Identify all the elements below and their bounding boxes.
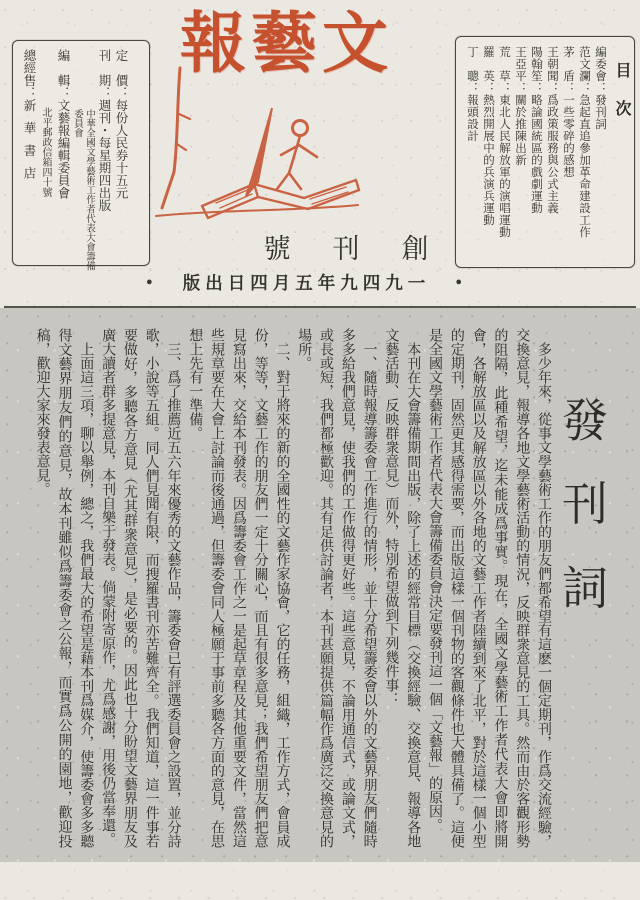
article-paragraph: 多少年來，從事文學藝術工作的朋友們都希望有這麽一個定期刊，作爲交流經驗，交換意見，報導各地文學藝術活動的情況，反映群衆意見的工具。然而由於客觀形勢的阻隔，此種希望，迄未能成爲事實。現在，全國文學藝術工作者代表大會即將開會，各解放區以及解放區以外各地的文藝工作者陸續到來了北平，對於這樣一個小型的定期刊，固然更其感得需要，而出版這樣一個刊物的客觀條件也大體具備了。這便是全國文學藝術工作者代表大會籌備委員會決定要發刊這一個「文藝報」的原因。 bbox=[427, 328, 551, 848]
issue-label: 號刊創 bbox=[263, 234, 471, 264]
frequency-value: 週刊・每星期四出版 bbox=[97, 99, 111, 212]
date-bullet-icon: ● bbox=[146, 275, 153, 288]
frequency-row bbox=[95, 49, 112, 257]
toc-heading: 目次 bbox=[613, 62, 630, 138]
toc-entry-separator: ： bbox=[498, 82, 510, 94]
toc-entry-author: 荒 草 bbox=[498, 46, 510, 82]
toc-entry-separator: ： bbox=[546, 82, 558, 94]
masthead-title: 報藝文 bbox=[180, 8, 393, 81]
toc-entry-title: 一些零碎的感想 bbox=[562, 94, 574, 178]
price-row bbox=[112, 49, 129, 257]
toc-list bbox=[464, 46, 629, 258]
toc-entry-title: 急起直追參加革命建設工作 bbox=[578, 94, 590, 238]
toc-entry-author: 茅 盾 bbox=[562, 46, 574, 82]
editor-row bbox=[54, 49, 71, 257]
toc-entry-title: 關於推陳出新 bbox=[514, 94, 526, 166]
toc-entry-author: 丁 聰 bbox=[466, 46, 478, 82]
article-paragraph: 本刊在大會籌備期間出版，除了上述的經常目標（交換經驗、交換意見、報導各地文藝活動、反映群衆意見）而外，特別希望做到下列幾件事： bbox=[383, 328, 421, 848]
toc-entry-title: 發刊詞 bbox=[594, 94, 606, 130]
toc-entry bbox=[464, 46, 480, 258]
toc-entry-title: 熱烈開展中的兵演兵運動 bbox=[482, 94, 494, 226]
distributor-value: 新華書店 bbox=[22, 99, 36, 189]
toc-entry bbox=[592, 46, 608, 258]
dancer-icon bbox=[277, 136, 317, 189]
frequency-label: 刊 期： bbox=[97, 49, 111, 99]
article-paragraph: 二、對于將來的新的全國性的文藝作家協會，它的任務，組織，工作方式，會員成份，等等，文藝工作的朋友們一定十分關心，而且有很多意見；我們希望朋友們把意見寫出來，交給本刊發表。因爲籌委會工作之一是起草章程及其他重要文件，當然這些規章要在大會上討論而後通過，但籌委會同人極願于事前多聽各方面的意見，在思想上先有一準備。 bbox=[187, 328, 290, 848]
toc-entry-author: 王亞平 bbox=[514, 46, 526, 82]
article-paragraph: 三、爲了推薦近五六年來優秀的文藝作品，籌委會已有評選委員會之設置，並分詩歌，小說等五組。同人們見聞有限，而搜羅書刊亦苦難齊全。我們知道，這一件事若要做好，多聽各方意見（尤其群衆意見），是必要的。因此也十分盼望文藝界朋友及廣大讀者群多提意見，本刊自樂于發表。倘蒙附寄原作，尤爲感謝，用後仍當奉還。 bbox=[100, 328, 181, 848]
price-label: 定 價： bbox=[114, 49, 128, 99]
rifle-icon bbox=[162, 68, 180, 208]
toc-entry-title: 略論國統區的戲劇運動 bbox=[530, 94, 542, 214]
toc-entry-separator: ： bbox=[578, 82, 590, 94]
toc-entry bbox=[576, 46, 592, 258]
distributor-label: 總經售： bbox=[22, 49, 36, 99]
editor-label: 編 輯： bbox=[56, 49, 70, 99]
pen-icon bbox=[246, 108, 272, 196]
toc-entry bbox=[496, 46, 512, 258]
toc-entry-separator: ： bbox=[594, 82, 606, 94]
toc-entry-title: 東北人民解放軍的演唱運動 bbox=[498, 94, 510, 238]
article-title: 發刊詞 bbox=[556, 396, 607, 648]
article-panel bbox=[0, 308, 640, 862]
toc-entry-separator: ： bbox=[466, 82, 478, 94]
table-of-contents-box bbox=[455, 36, 635, 268]
toc-entry bbox=[560, 46, 576, 258]
ground-line bbox=[156, 205, 358, 216]
editor-org-small: 中華全國文學藝術工作者代表大會籌備委員會 bbox=[72, 109, 94, 271]
toc-entry bbox=[480, 46, 496, 258]
toc-entry-separator: ： bbox=[482, 82, 494, 94]
distributor-row bbox=[20, 49, 37, 257]
toc-entry-separator: ： bbox=[562, 82, 574, 94]
toc-entry bbox=[528, 46, 544, 258]
masthead-illustration bbox=[150, 56, 362, 234]
price-value: 每份人民券十五元 bbox=[114, 99, 128, 199]
toc-entry-author: 范文瀾 bbox=[578, 46, 590, 82]
article-body bbox=[30, 328, 554, 848]
article-paragraph: 一、隨時報導籌委會工作進行的情形，並十分希望籌委會以外的文藝界朋友們隨時多多給我們意見，使我們的工作做得更好些。這些意見，不論用通信式，或論文式，或長或短，我們都極歡迎。其有足供討論者，本刊甚願提供篇幅作爲廣泛交換意見的場所。 bbox=[296, 328, 377, 848]
editor-value: 文藝報編輯委員會 bbox=[56, 99, 70, 199]
toc-entry-author: 編委會 bbox=[594, 46, 606, 82]
date-bullet-icon: ● bbox=[455, 275, 462, 288]
toc-entry bbox=[512, 46, 528, 258]
toc-entry-author: 王朝聞 bbox=[546, 46, 558, 82]
toc-entry-author: 羅 英 bbox=[482, 46, 494, 82]
rifle-icon bbox=[177, 114, 190, 150]
toc-entry-title: 報頭設計 bbox=[466, 94, 478, 142]
toc-entry-separator: ： bbox=[514, 82, 526, 94]
toc-entry-author: 陽翰笙 bbox=[530, 46, 542, 82]
publication-info bbox=[20, 49, 129, 271]
address-row: 北平郵政信箱四十號 bbox=[40, 107, 51, 197]
publication-info-box bbox=[12, 40, 150, 271]
toc-entry-separator: ： bbox=[530, 82, 542, 94]
article-paragraph: 上面這三項，聊以舉例，總之，我們最大的希望是藉本刊爲媒介，使籌委會多多聽得文藝界朋友們的意見，故本刊雖似爲籌委會之公報，而實爲公開的園地，歡迎投稿，歡迎大家來發表意見。 bbox=[34, 328, 94, 848]
toc-entry bbox=[544, 46, 560, 258]
date-line bbox=[146, 270, 462, 294]
publication-date: 版出日四月五年九四九一 bbox=[182, 272, 431, 293]
dancer-icon bbox=[293, 121, 308, 136]
toc-entry-title: 爲政策服務與公式主義 bbox=[546, 94, 558, 214]
